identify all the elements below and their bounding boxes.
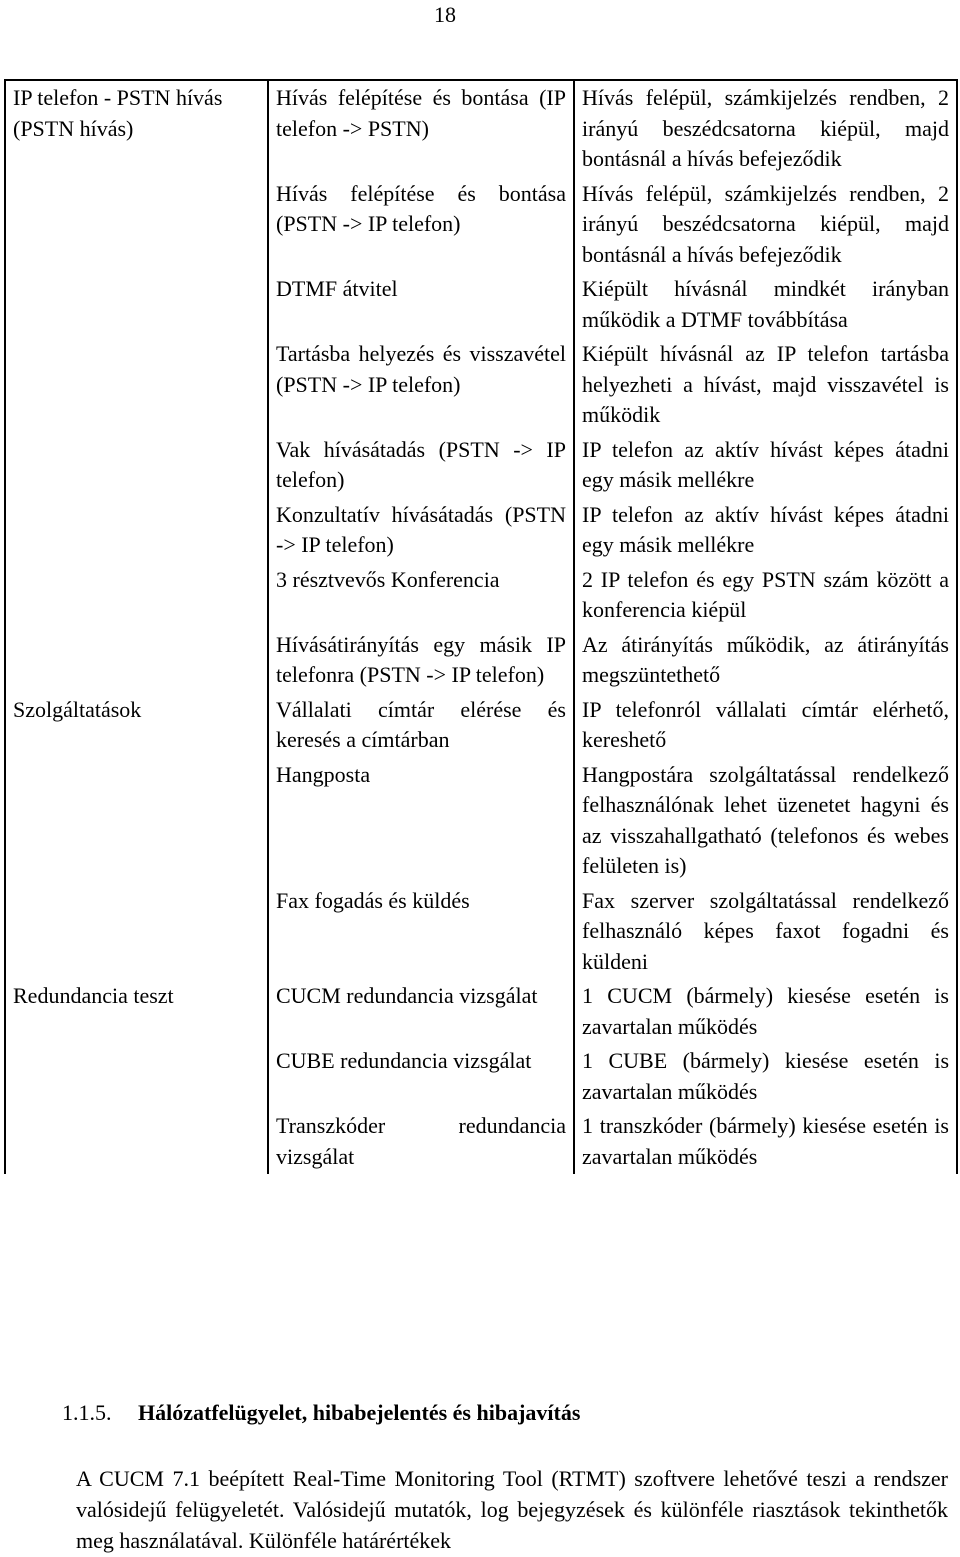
result-cell: 1 transzkóder (bármely) kiesése esetén is zavartalan működés (574, 1109, 957, 1174)
test-cell: Vállalati címtár elérése és keresés a címtárban (268, 693, 574, 758)
table-row (5, 693, 957, 758)
section-title: Hálózatfelügyelet, hibabejelentés és hibajavítás (138, 1400, 581, 1425)
page-number: 18 (434, 2, 456, 27)
test-cell: Hangposta (268, 758, 574, 884)
test-cell: Fax fogadás és küldés (268, 884, 574, 980)
test-cell: Vak hívásátadás (PSTN -> IP telefon) (268, 433, 574, 498)
result-cell: IP telefon az aktív hívást képes átadni egy másik mellékre (574, 498, 957, 563)
result-cell: 1 CUCM (bármely) kiesése esetén is zavartalan működés (574, 979, 957, 1044)
result-cell: Hívás felépül, számkijelzés rendben, 2 irányú beszédcsatorna kiépül, majd bontásnál a hívás befejeződik (574, 80, 957, 177)
test-cell: Konzultatív hívásátadás (PSTN -> IP telefon) (268, 498, 574, 563)
test-cell: Transzkóder redundancia vizsgálat (268, 1109, 574, 1174)
test-cell: Hívás felépítése és bontása (IP telefon -> PSTN) (268, 80, 574, 177)
category-cell: Redundancia teszt (5, 979, 268, 1174)
test-cell: 3 résztvevős Konferencia (268, 563, 574, 628)
test-cell: DTMF átvitel (268, 272, 574, 337)
result-cell: IP telefonról vállalati címtár elérhető, kereshető (574, 693, 957, 758)
category-cell (5, 80, 268, 693)
result-cell: Hangpostára szolgáltatással rendelkező felhasználónak lehet üzenetet hagyni és az visszahallgatható (telefonos és webes felületen is) (574, 758, 957, 884)
test-table (4, 79, 958, 1174)
result-cell: Kiépült hívásnál mindkét irányban működik a DTMF továbbítása (574, 272, 957, 337)
test-cell: Tartásba helyezés és visszavétel (PSTN -> IP telefon) (268, 337, 574, 433)
result-cell: Az átirányítás működik, az átirányítás megszüntethető (574, 628, 957, 693)
test-cell: Hívás felépítése és bontása (PSTN -> IP telefon) (268, 177, 574, 273)
result-cell: Kiépült hívásnál az IP telefon tartásba helyezheti a hívást, majd visszavétel is működik (574, 337, 957, 433)
table-row (5, 979, 957, 1044)
category-cell: Szolgáltatások (5, 693, 268, 980)
body-paragraph: A CUCM 7.1 beépített Real-Time Monitoring Tool (RTMT) szoftvere lehetővé teszi a rendszer valósidejű felügyeletét. Valósidejű mutatók, log bejegyzések és különféle riasztások tekinthetők meg használatával. Különféle határértékek (76, 1466, 948, 1553)
result-cell: Hívás felépül, számkijelzés rendben, 2 irányú beszédcsatorna kiépül, majd bontásnál a hívás befejeződik (574, 177, 957, 273)
test-cell: Hívásátirányítás egy másik IP telefonra (PSTN -> IP telefon) (268, 628, 574, 693)
section-heading (62, 1398, 580, 1428)
result-cell: 1 CUBE (bármely) kiesése esetén is zavartalan működés (574, 1044, 957, 1109)
section-number: 1.1.5. (62, 1400, 112, 1425)
test-cell: CUCM redundancia vizsgálat (268, 979, 574, 1044)
table-row (5, 80, 957, 177)
category-label: IP telefon - PSTN hívás (PSTN hívás) (13, 85, 223, 141)
result-cell: IP telefon az aktív hívást képes átadni egy másik mellékre (574, 433, 957, 498)
result-cell: 2 IP telefon és egy PSTN szám között a konferencia kiépül (574, 563, 957, 628)
test-cell: CUBE redundancia vizsgálat (268, 1044, 574, 1109)
result-cell: Fax szerver szolgáltatással rendelkező felhasználó képes faxot fogadni és küldeni (574, 884, 957, 980)
